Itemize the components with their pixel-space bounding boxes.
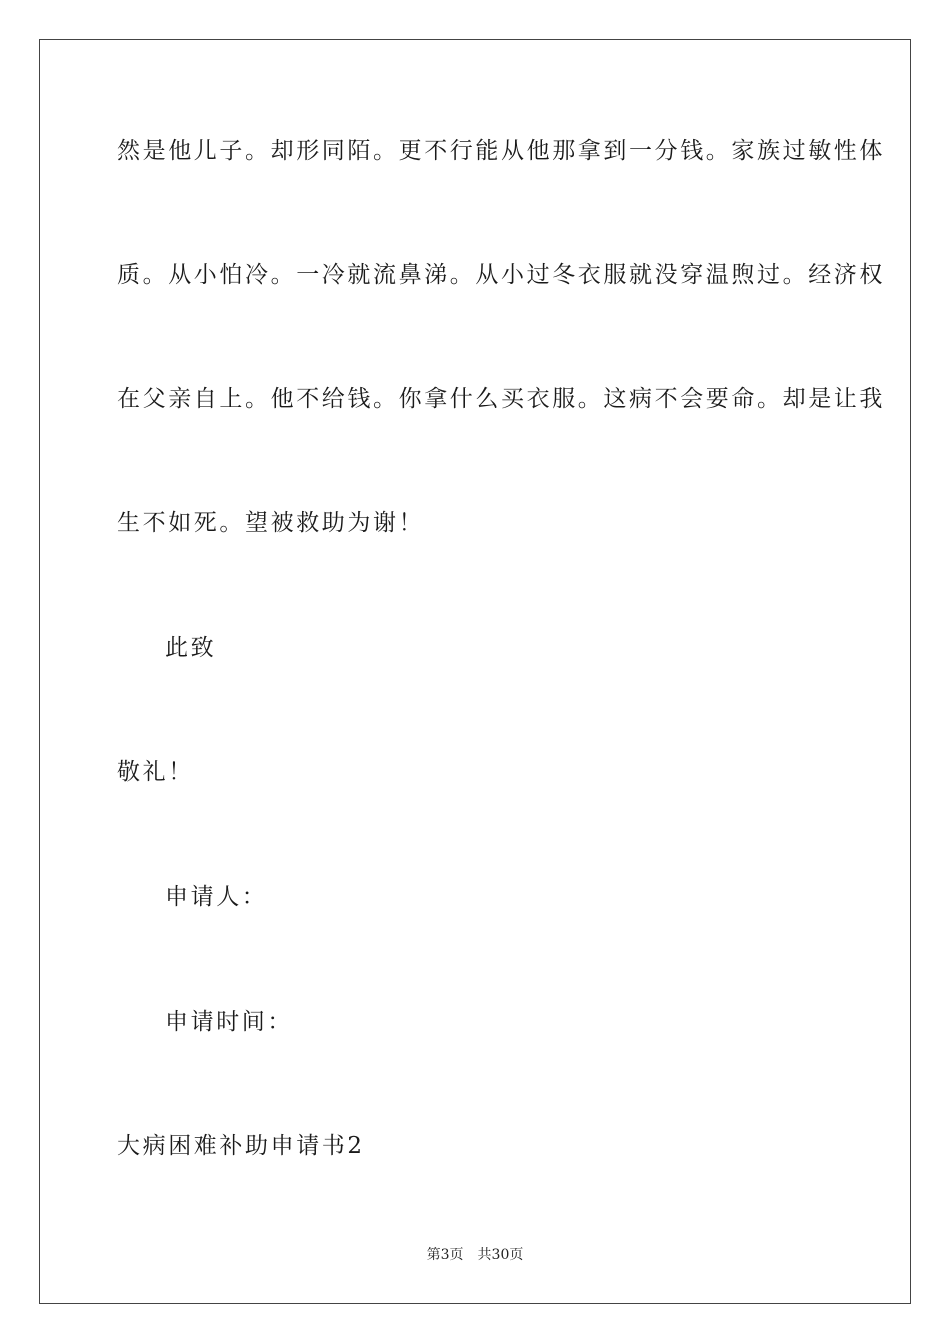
page-total: 共30页 [477,1247,524,1263]
salute-text: 敬礼！ [117,759,194,785]
next-section-title: 大病困难补助申请书2 [117,1133,365,1159]
page-border [39,39,911,1304]
closing-text: 此致 [165,635,217,661]
body-line-4: 生不如死。望被救助为谢！ [117,510,425,536]
page-number: 第3页 [426,1247,464,1263]
body-line-3: 在父亲自上。他不给钱。你拿什么买衣服。这病不会要命。却是让我 [117,386,885,412]
page-footer [0,1246,950,1264]
body-line-1: 然是他儿子。却形同陌。更不行能从他那拿到一分钱。家族过敏性体 [117,138,885,164]
date-label: 申请时间： [165,1009,293,1035]
applicant-label: 申请人： [165,884,268,910]
body-line-2: 质。从小怕冷。一冷就流鼻涕。从小过冬衣服就没穿温煦过。经济权 [117,262,885,288]
